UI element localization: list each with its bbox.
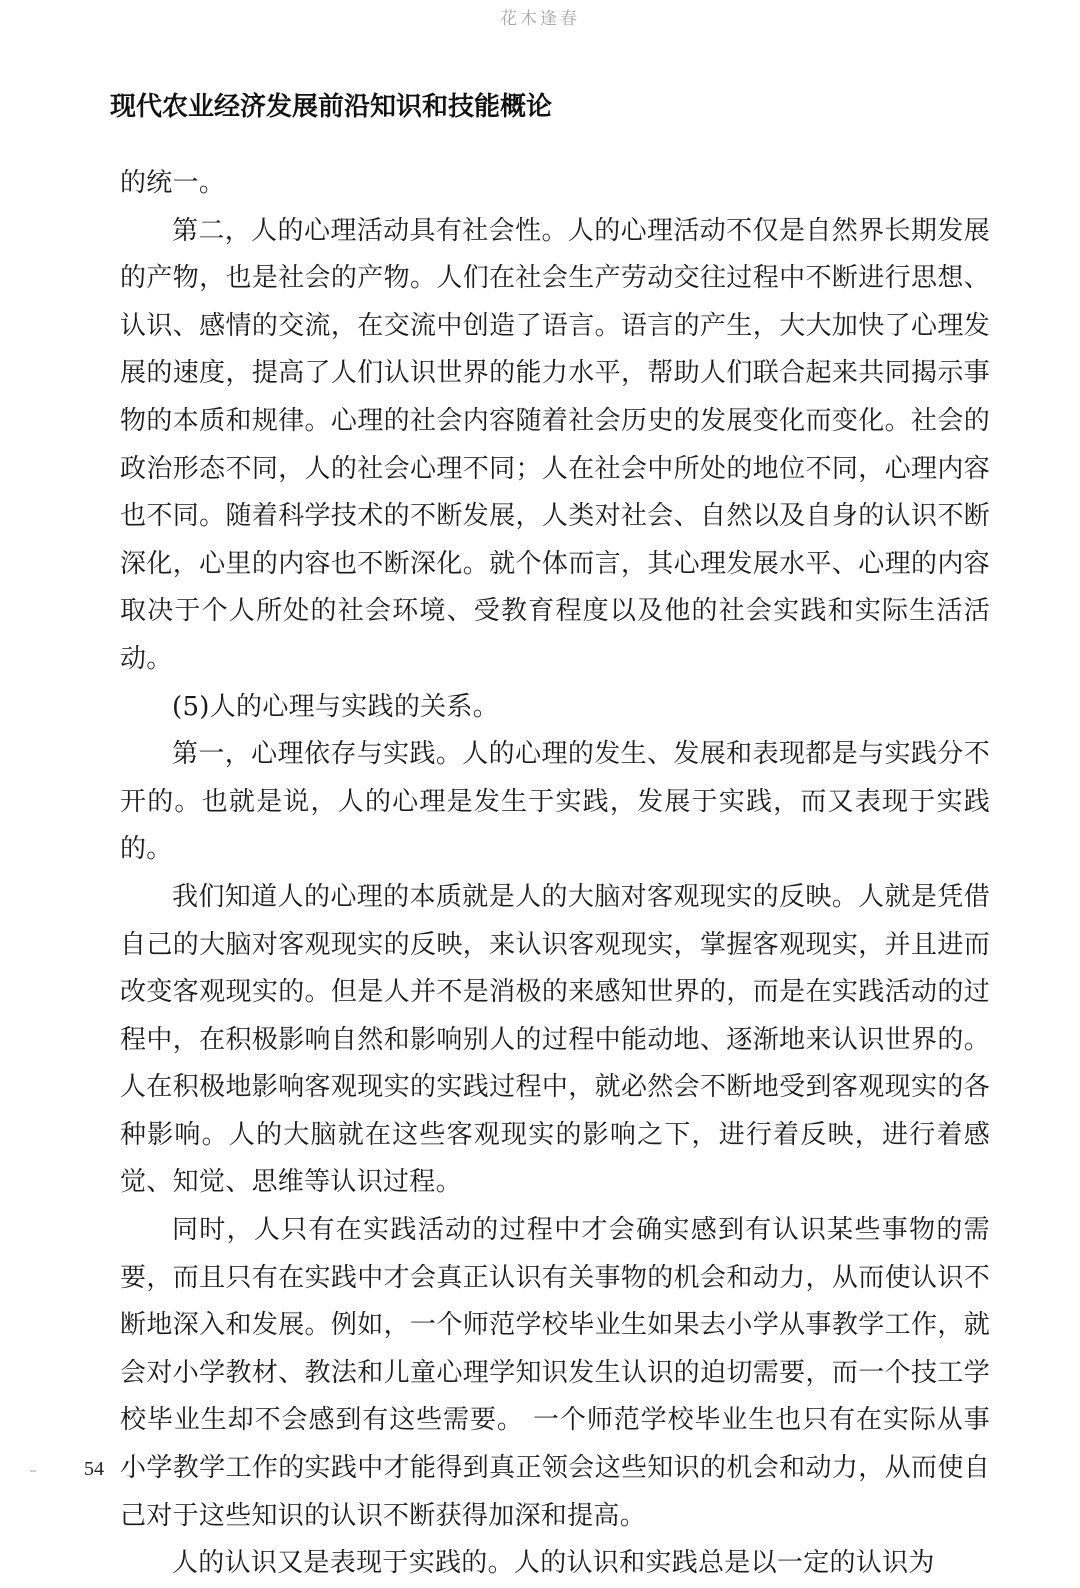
body-text (120, 160, 990, 1588)
paragraph: 的统一。 (120, 168, 226, 198)
watermark: 花木逢春 (500, 9, 580, 29)
section-heading: (5)人的心理与实践的关系。 (172, 691, 500, 722)
paragraph: 人的认识又是表现于实践的。人的认识和实践总是以一定的认识为 (172, 1548, 935, 1579)
page-number: 54 (84, 1458, 104, 1480)
paragraph: 我们知道人的心理的本质就是人的大脑对客观现实的反映。人就是凭借自己的大脑对客观现实的反映，来认识客观现实，掌握客观现实，并且进而改变客观现实的。但是人并不是消极的来感知世界的，而是在实践活动的过程中，在积极影响自然和影响别人的过程中能动地、逐渐地来认识世界的。人在积极地影响客观现实的实践过程中，就必然会不断地受到客观现实的各种影响。人的大脑就在这些客观现实的影响之下，进行着反映，进行着感觉、知觉、思维等认识过程。 (120, 881, 990, 1198)
scan-artifact (30, 1470, 36, 1472)
paragraph: 第一，心理依存与实践。人的心理的发生、发展和表现都是与实践分不开的。也就是说，人的心理是发生于实践，发展于实践，而又表现于实践的。 (120, 739, 990, 865)
paragraph: 第二，人的心理活动具有社会性。人的心理活动不仅是自然界长期发展的产物，也是社会的产物。人们在社会生产劳动交往过程中不断进行思想、认识、感情的交流，在交流中创造了语言。语言的产生，大大加快了心理发展的速度，提高了人们认识世界的能力水平，帮助人们联合起来共同揭示事物的本质和规律。心理的社会内容随着社会历史的发展变化而变化。社会的政治形态不同，人的社会心理不同；人在社会中所处的地位不同，心理内容也不同。随着科学技术的不断发展，人类对社会、自然以及自身的认识不断深化，心里的内容也不断深化。就个体而言，其心理发展水平、心理的内容取决于个人所处的社会环境、受教育程度以及他的社会实践和实际生活活动。 (120, 215, 990, 674)
running-header: 现代农业经济发展前沿知识和技能概论 (110, 92, 553, 122)
paragraph: 同时，人只有在实践活动的过程中才会确实感到有认识某些事物的需要，而且只有在实践中才会真正认识有关事物的机会和动力，从而使认识不断地深入和发展。例如，一个师范学校毕业生如果去小学从事教学工作，就会对小学教材、教法和儿童心理学知识发生认识的迫切需要，而一个技工学校毕业生却不会感到有这些需要。 一个师范学校毕业生也只有在实际从事小学教学工作的实践中才能得到真正领会这些知识的机会和动力，从而使自己对于这些知识的认识不断获得加深和提高。 (120, 1215, 990, 1531)
